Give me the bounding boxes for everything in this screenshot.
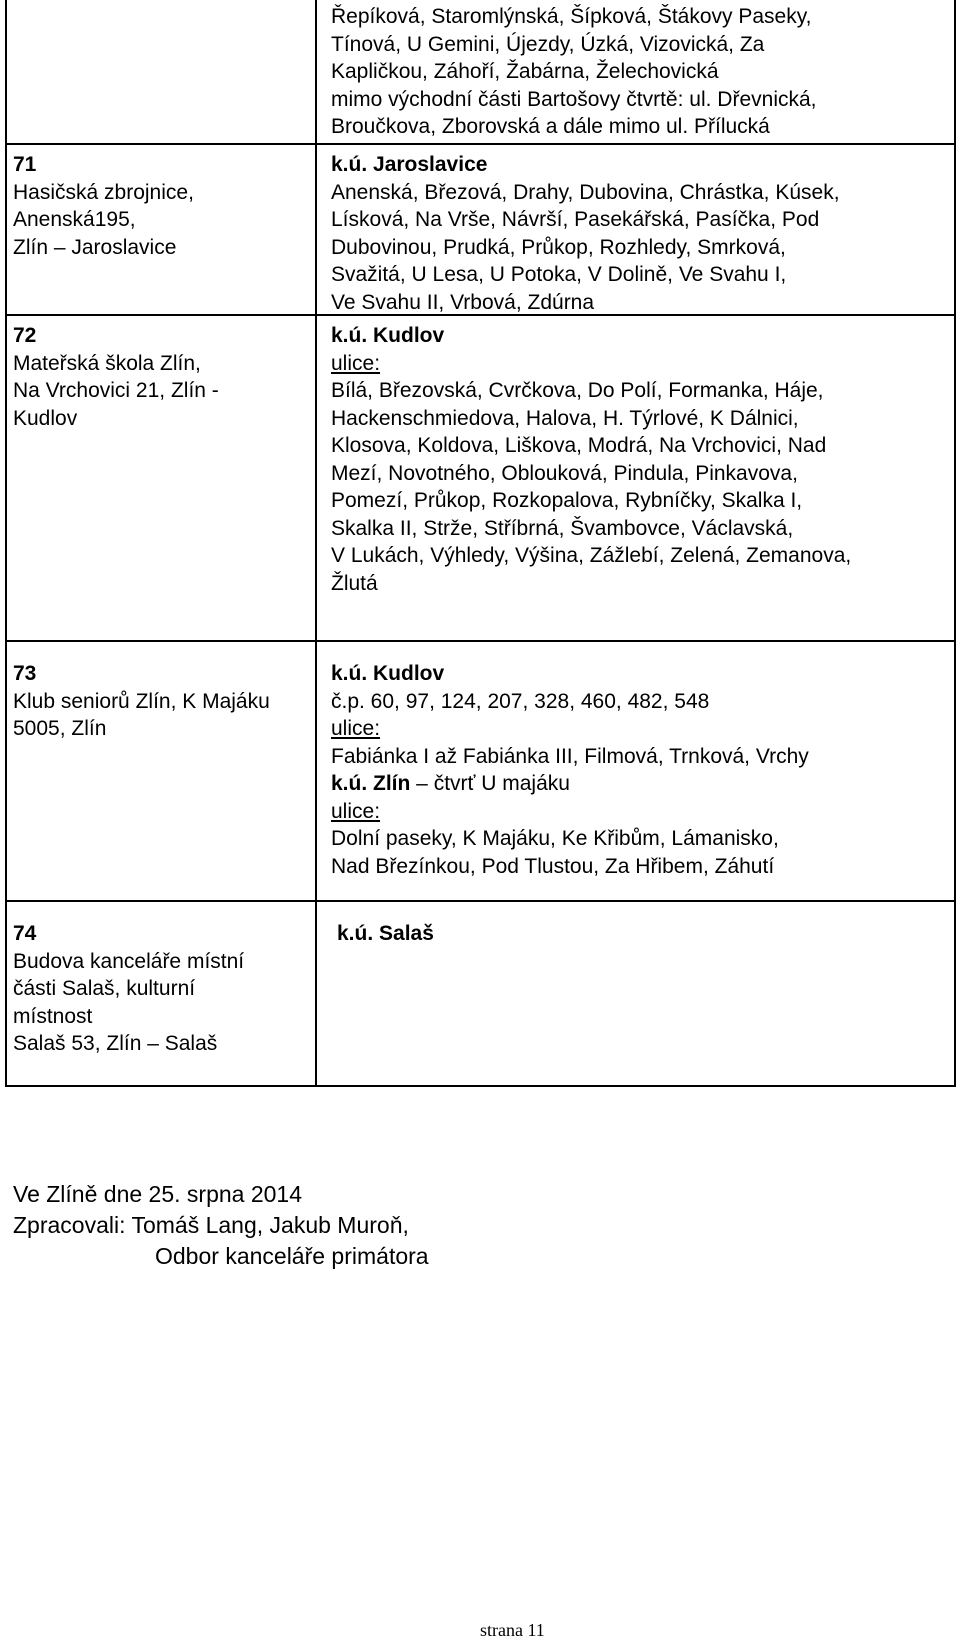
row-73-streets: k.ú. Kudlov č.p. 60, 97, 124, 207, 328, 460, 482, 548 ulice: Fabiánka I až Fabiánka III, Filmová, Trnková, Vrchy k.ú. Zlín – čtvrť U majáku ulice: Dolní paseky, K Majáku, Ke Křibům, Lámanisko, Nad Březínkou, Pod Tlustou, Za Hřibem, Záhutí — [331, 662, 809, 878]
row-74-streets — [337, 920, 434, 948]
page-number: strana 11 — [480, 1620, 545, 1640]
row-divider — [5, 143, 956, 145]
table-border-bottom — [5, 1085, 956, 1087]
streets-heading: ulice: — [331, 717, 381, 740]
row-71-location: 71 Hasičská zbrojnice, Anenská195, Zlín – Jaroslavice — [13, 153, 194, 259]
row-71-streets: k.ú. Jaroslavice Anenská, Březová, Drahy, Dubovina, Chrástka, Kúsek, Lísková, Na Vrše, Návrší, Pasekářská, Pasíčka, Pod Dubovinou, Prudká, Průkop, Rozhledy, Smrková, Svažitá, U Lesa, U Potoka, V Dolině, Ve Svahu I, Ve Svahu II, Vrbová, Zdúrna — [331, 153, 840, 314]
street-list-continued: Řepíková, Staromlýnská, Šípková, Štákovy Paseky, Tínová, U Gemini, Újezdy, Úzká, Vizovická, Za Kapličkou, Záhoří, Žabárna, Želechovická mimo východní části Bartošovy čtvrtě: ul. Dřevnická, Broučkova, Zborovská a dále mimo ul. Přílucká — [331, 5, 817, 138]
row-number: 73 — [13, 662, 37, 685]
table-border-right — [954, 0, 956, 1087]
row-divider — [5, 640, 956, 642]
department: Odbor kanceláře primátora — [155, 1243, 429, 1269]
row-number: 71 — [13, 153, 37, 176]
row-72-location: 72 Mateřská škola Zlín, Na Vrchovici 21, Zlín - Kudlov — [13, 324, 219, 430]
cadastral-area-2: k.ú. Zlín – čtvrť U majáku — [331, 772, 570, 795]
row-74-location: 74 Budova kanceláře místní části Salaš, kulturní místnost Salaš 53, Zlín – Salaš — [13, 922, 245, 1055]
streets-heading-2: ulice: — [331, 799, 381, 823]
prepared-by: Zpracovali: Tomáš Lang, Jakub Muroň, — [13, 1212, 409, 1238]
streets-heading: ulice: — [331, 351, 381, 375]
column-divider — [315, 0, 317, 1087]
house-numbers: č.p. 60, 97, 124, 207, 328, 460, 482, 548 — [331, 689, 710, 713]
cadastral-area: k.ú. Salaš — [337, 922, 434, 945]
table-border-left — [5, 0, 7, 1087]
cadastral-area: k.ú. Kudlov — [331, 324, 445, 347]
row-number: 74 — [13, 922, 37, 945]
row-73-location: 73 Klub seniorů Zlín, K Majáku 5005, Zlín — [13, 662, 270, 740]
document-date: Ve Zlíně dne 25. srpna 2014 — [13, 1181, 302, 1207]
row-72-streets: k.ú. Kudlov ulice: Bílá, Březovská, Cvrčkova, Do Polí, Formanka, Háje, Hackenschmiedova, Halova, H. Týrlové, K Dálnici, Klosova, Koldova, Liškova, Modrá, Na Vrchovici, Nad Mezí, Novotného, Oblouková, Pindula, Pinkavova, Pomezí, Průkop, Rozkopalova, Rybníčky, Skalka I, Skalka II, Strže, Stříbrná, Švambovce, Václavská, V Lukách, Výhledy, Výšina, Zážlebí, Zelená, Zemanova, Žlutá — [331, 324, 852, 595]
row-divider — [5, 900, 956, 902]
cadastral-area: k.ú. Kudlov — [331, 662, 445, 685]
row-number: 72 — [13, 324, 37, 347]
cadastral-area: k.ú. Jaroslavice — [331, 153, 488, 176]
